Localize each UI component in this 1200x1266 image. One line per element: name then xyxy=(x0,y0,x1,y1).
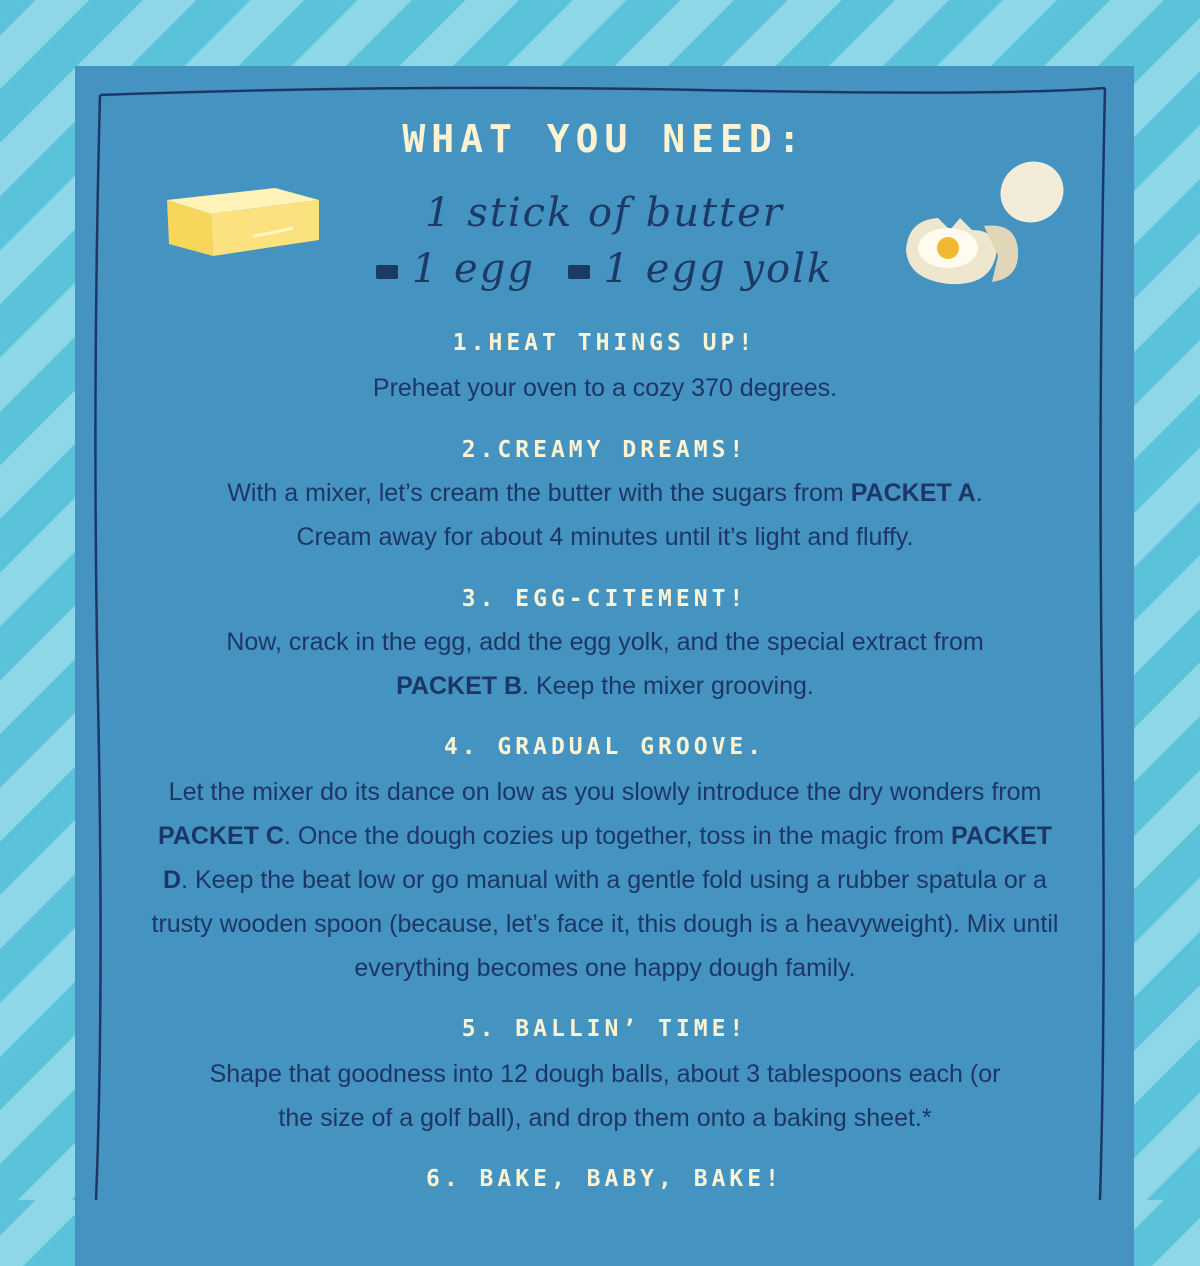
recipe-content xyxy=(75,0,1134,1200)
ingredient-eggs xyxy=(75,246,1134,292)
ingredient-egg-yolk: 1 egg yolk xyxy=(603,246,834,292)
step-2-title: 2.CREAMY DREAMS! xyxy=(461,437,748,463)
ingredient-butter: 1 stick of butter xyxy=(425,190,784,236)
step-1-title: 1.HEAT THINGS UP! xyxy=(452,330,757,356)
step-4-text: Let the mixer do its dance on low as you slowly introduce the dry wonders from PACKET C. Once the dough cozies up together, toss in the magic from PACKET D. Keep the beat low or go manual with a gentle fold using a rubber spatula or a trusty wooden spoon (because, let’s face it, this dough is a heavyweight). Mix until everything becomes one happy dough family. xyxy=(151,778,1059,982)
separator-icon xyxy=(376,265,398,279)
step-5-title: 5. BALLIN’ TIME! xyxy=(461,1016,748,1042)
step-6-title: 6. BAKE, BABY, BAKE! xyxy=(426,1166,783,1192)
step-4-title: 4. GRADUAL GROOVE. xyxy=(443,734,766,760)
separator-icon xyxy=(568,265,590,279)
step-2-text: With a mixer, let’s cream the butter with the sugars from PACKET A. Cream away for about 4 minutes until it’s light and fluffy. xyxy=(227,479,983,551)
step-3-title: 3. EGG-CITEMENT! xyxy=(461,586,748,612)
ingredient-egg: 1 egg xyxy=(411,246,535,292)
step-3-text: Now, crack in the egg, add the egg yolk, and the special extract from PACKET B. Keep the mixer grooving. xyxy=(226,628,984,700)
step-1-text: Preheat your oven to a cozy 370 degrees. xyxy=(372,374,838,402)
page-title: WHAT YOU NEED: xyxy=(402,117,807,161)
step-5-text: Shape that goodness into 12 dough balls, about 3 tablespoons each (or the size of a golf ball), and drop them onto a baking sheet.* xyxy=(209,1060,1001,1132)
